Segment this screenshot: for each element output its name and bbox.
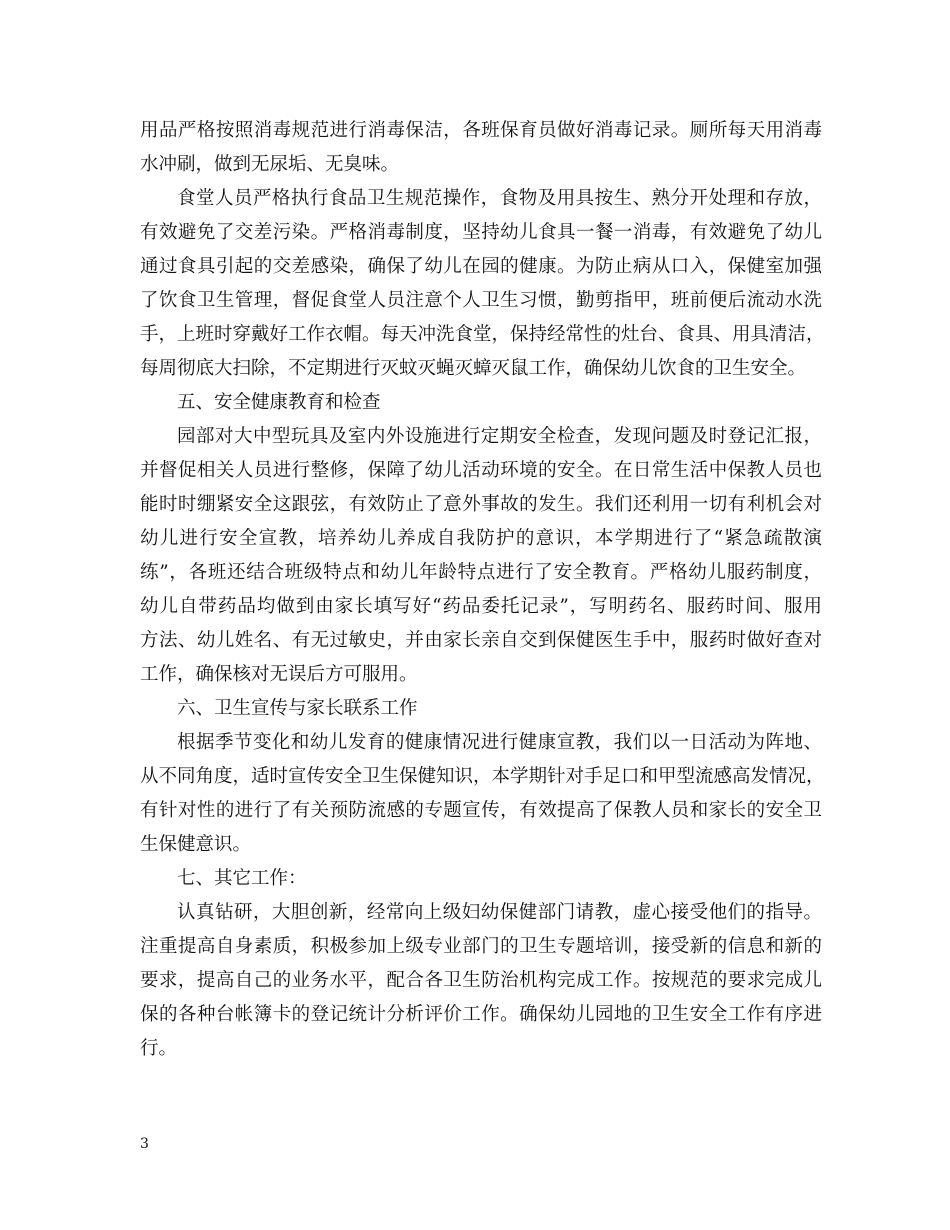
paragraph-line: 有针对性的进行了有关预防流感的专题宣传，有效提高了保教人员和家长的安全卫 bbox=[140, 800, 822, 821]
section-heading: 六、卫生宣传与家长联系工作 bbox=[177, 698, 418, 719]
page-number: 3 bbox=[140, 1136, 149, 1152]
document-page bbox=[140, 114, 825, 1066]
paragraph-line: 幼儿进行安全宣教，培养幼儿养成自我防护的意识，本学期进行了“紧急疏散演 bbox=[140, 528, 822, 549]
paragraph-line: 工作，确保核对无误后方可服用。 bbox=[140, 664, 418, 685]
paragraph-line: 并督促相关人员进行整修，保障了幼儿活动环境的安全。在日常生活中保教人员也 bbox=[140, 460, 822, 481]
paragraph-line: 幼儿自带药品均做到由家长填写好“药品委托记录”，写明药名、服药时间、服用 bbox=[140, 596, 822, 617]
paragraph-line: 注重提高自身素质，积极参加上级专业部门的卫生专题培训，接受新的信息和新的 bbox=[140, 936, 822, 957]
paragraph-line: 练”，各班还结合班级特点和幼儿年龄特点进行了安全教育。严格幼儿服药制度， bbox=[140, 562, 822, 583]
paragraph-line: 认真钻研，大胆创新，经常向上级妇幼保健部门请教，虚心接受他们的指导。 bbox=[177, 902, 822, 923]
paragraph-line: 从不同角度，适时宣传安全卫生保健知识，本学期针对手足口和甲型流感高发情况， bbox=[140, 766, 825, 787]
paragraph-line: 根据季节变化和幼儿发育的健康情况进行健康宣教，我们以一日活动为阵地、 bbox=[177, 732, 822, 753]
paragraph-line: 食堂人员严格执行食品卫生规范操作，食物及用具按生、熟分开处理和存放， bbox=[177, 188, 822, 209]
paragraph-line: 用品严格按照消毒规范进行消毒保洁，各班保育员做好消毒记录。厕所每天用消毒 bbox=[140, 120, 822, 141]
paragraph-line: 保的各种台帐簿卡的登记统计分析评价工作。确保幼儿园地的卫生安全工作有序进 bbox=[140, 1004, 822, 1025]
section-heading: 五、安全健康教育和检查 bbox=[177, 392, 381, 413]
paragraph-line: 行。 bbox=[140, 1038, 178, 1059]
paragraph-line: 水冲刷，做到无尿垢、无臭味。 bbox=[140, 154, 400, 175]
paragraph-line: 园部对大中型玩具及室内外设施进行定期安全检查，发现问题及时登记汇报， bbox=[177, 426, 822, 447]
section-heading: 七、其它工作： bbox=[177, 868, 307, 889]
paragraph-line: 每周彻底大扫除，不定期进行灭蚊灭蝇灭蟑灭鼠工作，确保幼儿饮食的卫生安全。 bbox=[140, 358, 807, 379]
paragraph-line: 生保健意识。 bbox=[140, 834, 252, 855]
paragraph-line: 有效避免了交差污染。严格消毒制度，坚持幼儿食具一餐一消毒，有效避免了幼儿 bbox=[140, 222, 822, 243]
paragraph-line: 手，上班时穿戴好工作衣帽。每天冲洗食堂，保持经常性的灶台、食具、用具清洁， bbox=[140, 324, 825, 345]
paragraph-line: 要求，提高自己的业务水平，配合各卫生防治机构完成工作。按规范的要求完成儿 bbox=[140, 970, 822, 991]
paragraph-line: 通过食具引起的交差感染，确保了幼儿在园的健康。为防止病从口入，保健室加强 bbox=[140, 256, 822, 277]
paragraph-line: 方法、幼儿姓名、有无过敏史，并由家长亲自交到保健医生手中，服药时做好查对 bbox=[140, 630, 822, 651]
paragraph-line: 能时时绷紧安全这跟弦，有效防止了意外事故的发生。我们还利用一切有利机会对 bbox=[140, 494, 822, 515]
paragraph-line: 了饮食卫生管理，督促食堂人员注意个人卫生习惯，勤剪指甲，班前便后流动水洗 bbox=[140, 290, 822, 311]
